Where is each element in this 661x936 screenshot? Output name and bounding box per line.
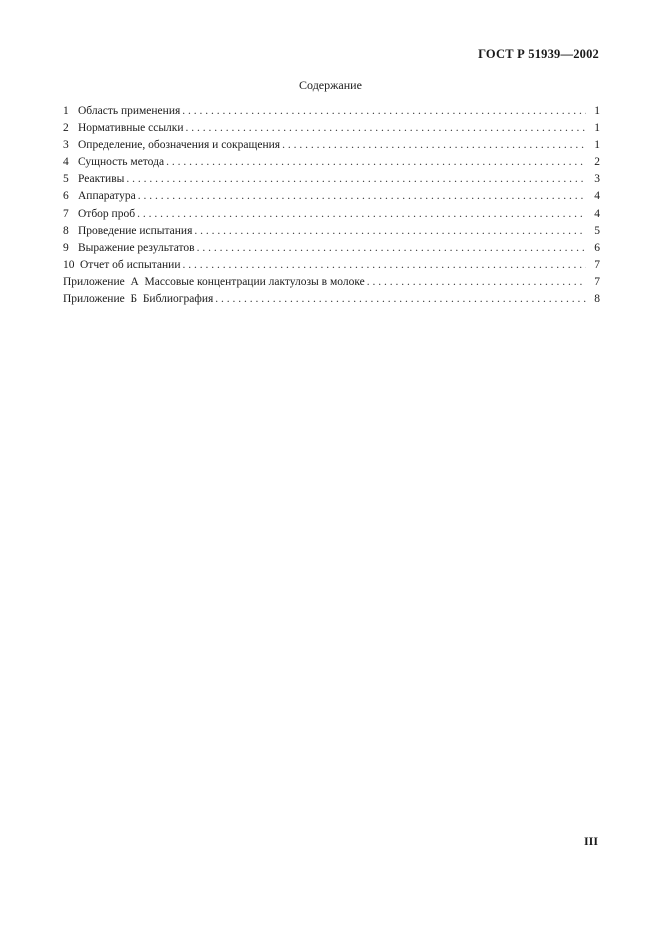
toc-leader-dots [126,171,586,188]
toc-leader-dots [182,103,586,120]
page-number: III [583,834,598,848]
toc-entry-label: Проведение испытания [78,224,193,237]
toc-entry-number: 9 [63,241,69,254]
toc-entry-number: 7 [63,207,69,220]
toc-entry-number: 10 [63,258,75,271]
toc-entry-page: 7 [594,275,600,288]
toc-entry-9[interactable] [63,240,600,257]
toc-leader-dots [194,223,586,240]
toc-entry-page: 7 [594,258,600,271]
toc-entry-8[interactable] [63,223,600,240]
toc-entry-6[interactable] [63,188,600,205]
document-code: ГОСТ Р 51939—2002 [478,47,599,61]
toc-leader-dots [182,257,586,274]
toc-entry-page: 1 [594,105,600,117]
toc-leader-dots [166,154,586,171]
toc-title: Содержание [299,78,362,92]
toc-leader-dots [282,137,586,154]
toc-entry-5[interactable] [63,171,600,188]
toc-leader-dots [197,240,586,257]
toc-entry-appendix-b[interactable] [63,291,600,308]
toc-entry-page: 5 [594,224,600,237]
toc-leader-dots [137,206,586,223]
toc-entry-number: 3 [63,139,69,152]
toc-entry-label: Отчет об испытании [80,258,181,271]
toc-entry-page: 2 [594,156,600,169]
toc-entry-label: Область применения [78,105,181,117]
toc-entry-page: 4 [594,207,600,220]
toc-entry-page: 1 [594,139,600,152]
toc-entry-page: 1 [594,122,600,135]
toc-entry-page: 8 [594,293,600,306]
toc-entry-page: 3 [594,173,600,186]
toc-entry-label: Приложение А Массовые концентрации лактулозы в молоке [63,275,365,288]
toc-entry-page: 4 [594,190,600,203]
toc-leader-dots [138,188,586,205]
toc-entry-label: Определение, обозначения и сокращения [78,139,281,152]
table-of-contents [63,103,600,308]
toc-entry-10[interactable] [63,257,600,274]
toc-entry-appendix-a[interactable] [63,274,600,291]
toc-entry-number: 1 [63,105,69,117]
toc-entry-7[interactable] [63,206,600,223]
toc-entry-number: 6 [63,190,69,203]
toc-entry-page: 6 [594,241,600,254]
toc-entry-number: 5 [63,173,69,186]
toc-leader-dots [186,120,586,137]
toc-entry-3[interactable] [63,137,600,154]
toc-entry-number: 8 [63,224,69,237]
toc-entry-label: Приложение Б Библиография [63,293,214,306]
toc-entry-number: 2 [63,122,69,135]
toc-entry-label: Реактивы [78,173,125,186]
toc-entry-number: 4 [63,156,69,169]
toc-entry-label: Сущность метода [78,156,165,169]
toc-entry-2[interactable] [63,120,600,137]
toc-entry-1[interactable] [63,103,600,120]
toc-leader-dots [367,274,586,291]
toc-leader-dots [215,291,586,308]
toc-entry-label: Отбор проб [78,207,136,220]
toc-entry-4[interactable] [63,154,600,171]
toc-entry-label: Выражение результатов [78,241,195,254]
toc-entry-label: Аппаратура [78,190,136,203]
toc-entry-label: Нормативные ссылки [78,122,184,135]
